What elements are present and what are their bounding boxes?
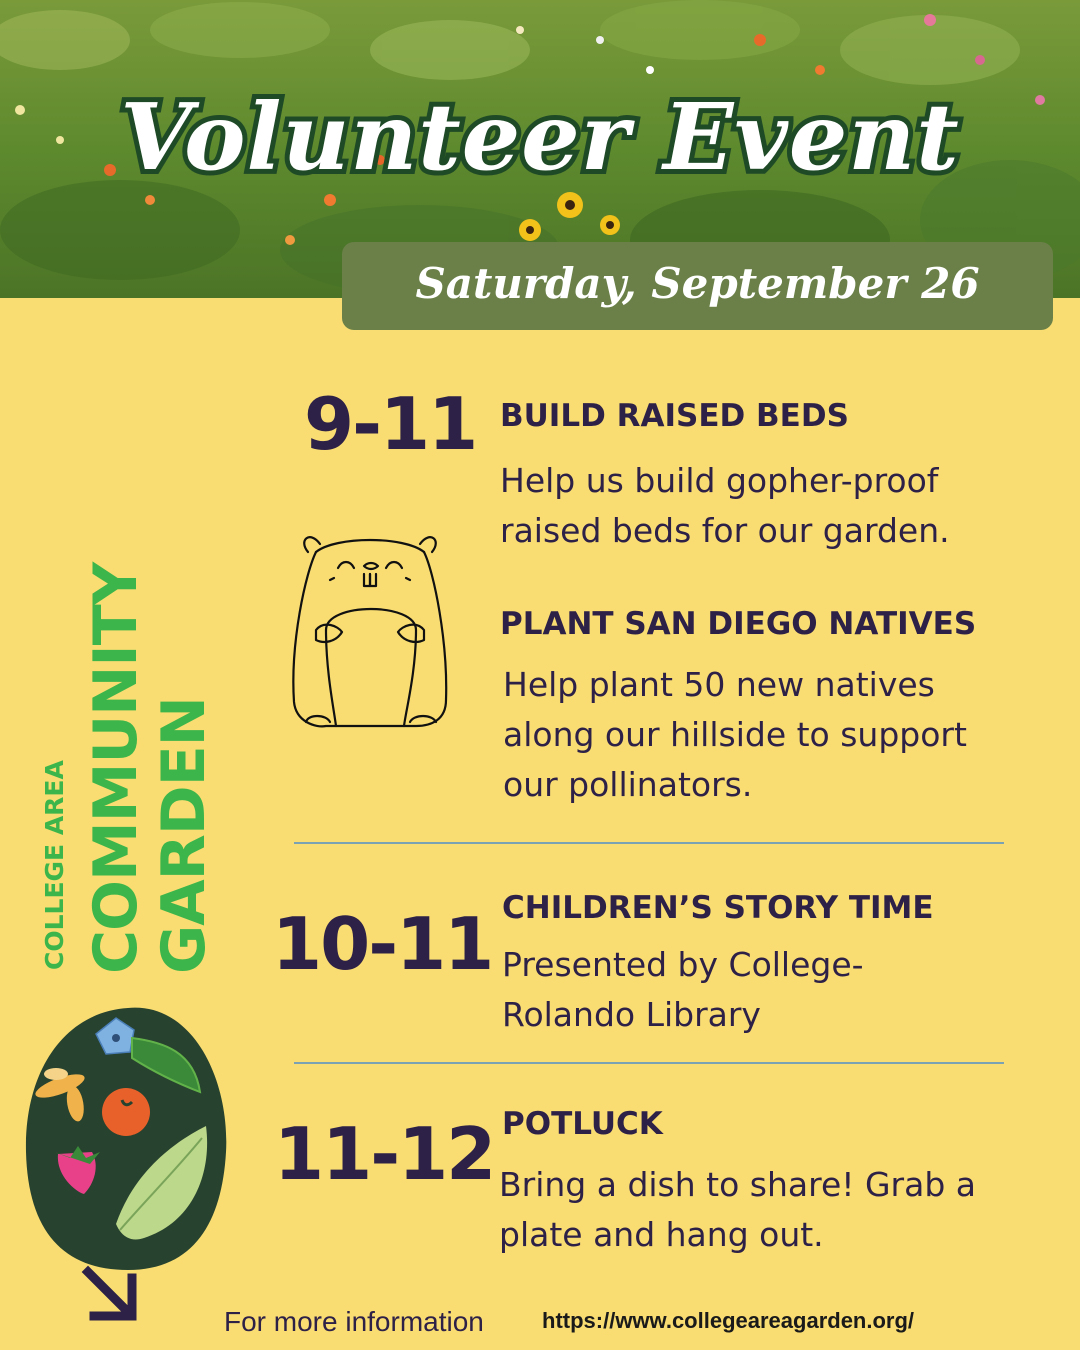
activity-title-potluck: POTLUCK [502,1106,663,1142]
activity-title-plant-natives: PLANT SAN DIEGO NATIVES [500,606,977,642]
time-slot-9-11: 9-11 [304,382,477,466]
footer-website-link[interactable]: https://www.collegeareagarden.org/ [542,1308,915,1333]
activity-title-build-raised-beds: BUILD RAISED BEDS [500,398,849,434]
time-slot-11-12: 11-12 [274,1112,495,1196]
logo-college-area: COLLEGE AREA [40,760,69,970]
activity-desc-plant-natives: Help plant 50 new natives along our hillside to support our pollinators. [503,665,967,804]
footer-more-info-label: For more information [224,1306,484,1337]
garden-badge-icon [24,1002,230,1274]
activity-desc-story-time: Presented by College-Rolando Library [502,945,864,1034]
activity-title-story-time: CHILDREN’S STORY TIME [502,890,934,926]
event-date: Saturday, September 26 [415,259,980,308]
arrow-down-right-icon [80,1264,140,1324]
divider-1 [294,842,1004,844]
time-slot-10-11: 10-11 [272,902,493,986]
activity-desc-build-raised-beds: Help us build gopher-proof raised beds for our garden. [500,461,950,550]
gopher-icon [286,522,454,732]
divider-2 [294,1062,1004,1064]
date-banner [342,242,1053,330]
logo-garden: GARDEN [149,697,219,974]
logo-community: COMMUNITY [81,562,151,974]
activity-desc-potluck: Bring a dish to share! Grab a plate and hang out. [499,1165,976,1254]
event-title: Volunteer Event [120,83,960,191]
